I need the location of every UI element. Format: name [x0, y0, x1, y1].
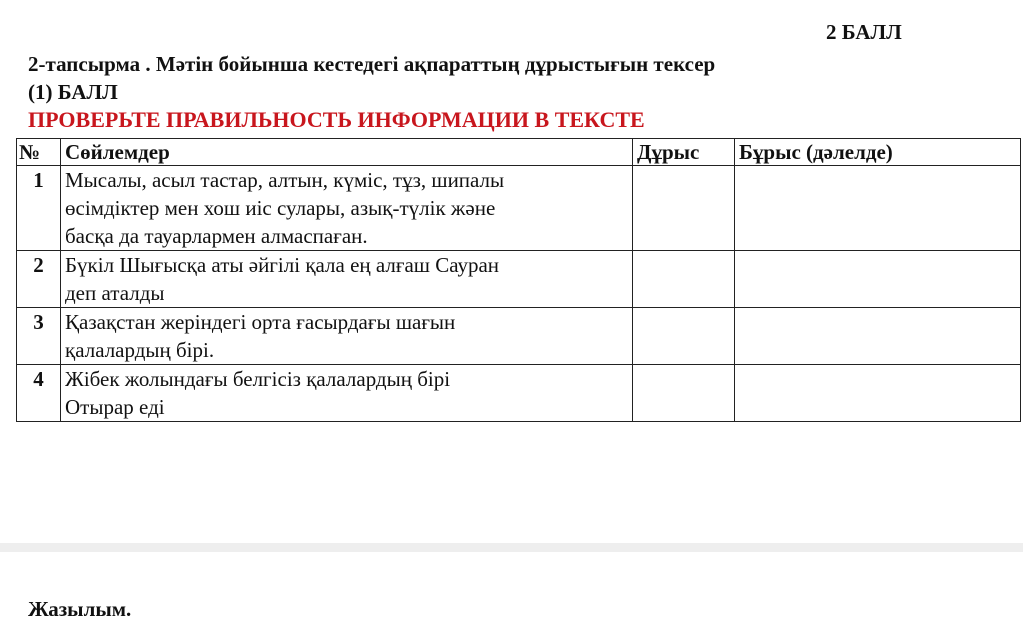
true-answer-cell[interactable]	[633, 251, 735, 308]
row-number: 2	[17, 251, 61, 308]
sentence-line: өсімдіктер мен хош иіс сулары, азық-түлік және	[65, 196, 496, 220]
false-answer-cell[interactable]	[735, 166, 1021, 251]
row-number: 4	[17, 365, 61, 422]
sentence-line: Отырар еді	[65, 395, 165, 419]
row-number: 3	[17, 308, 61, 365]
row-sentence	[61, 166, 633, 251]
false-answer-cell[interactable]	[735, 308, 1021, 365]
table-header-row	[17, 139, 1021, 166]
row-sentence	[61, 365, 633, 422]
page-score: 2 БАЛЛ	[826, 20, 902, 44]
table-row	[17, 166, 1021, 251]
true-answer-cell[interactable]	[633, 308, 735, 365]
false-answer-cell[interactable]	[735, 251, 1021, 308]
task-instruction: ПРОВЕРЬТЕ ПРАВИЛЬНОСТЬ ИНФОРМАЦИИ В ТЕКСТЕ	[28, 107, 645, 132]
task-score: (1) БАЛЛ	[28, 80, 118, 104]
table-row	[17, 365, 1021, 422]
sentence-line: басқа да тауарлармен алмаспаған.	[65, 224, 368, 248]
true-answer-cell[interactable]	[633, 166, 735, 251]
sentence-line: Қазақстан жеріндегі орта ғасырдағы шағын	[65, 310, 456, 334]
table-row	[17, 308, 1021, 365]
sentence-line: Мысалы, асыл тастар, алтын, күміс, тұз, шипалы	[65, 168, 505, 192]
task-title: 2-тапсырма . Мәтін бойынша кестедегі ақпараттың дұрыстығын тексер	[28, 52, 716, 76]
header-number: №	[17, 139, 61, 166]
row-sentence	[61, 251, 633, 308]
sentence-line: Жібек жолындағы белгісіз қалалардың бірі	[65, 367, 451, 391]
header-sentences: Сөйлемдер	[61, 139, 633, 166]
page-separator	[0, 543, 1023, 552]
sentence-line: Бүкіл Шығысқа аты әйгілі қала ең алғаш Сауран	[65, 253, 500, 277]
next-section-heading: Жазылым.	[28, 597, 132, 621]
true-answer-cell[interactable]	[633, 365, 735, 422]
header-false: Бұрыс (дәлелде)	[735, 139, 1021, 166]
verification-table	[16, 138, 1021, 422]
false-answer-cell[interactable]	[735, 365, 1021, 422]
row-sentence	[61, 308, 633, 365]
row-number: 1	[17, 166, 61, 251]
table-row	[17, 251, 1021, 308]
sentence-line: қалалардың бірі.	[65, 338, 215, 362]
sentence-line: деп аталды	[65, 281, 165, 305]
header-true: Дұрыс	[633, 139, 735, 166]
